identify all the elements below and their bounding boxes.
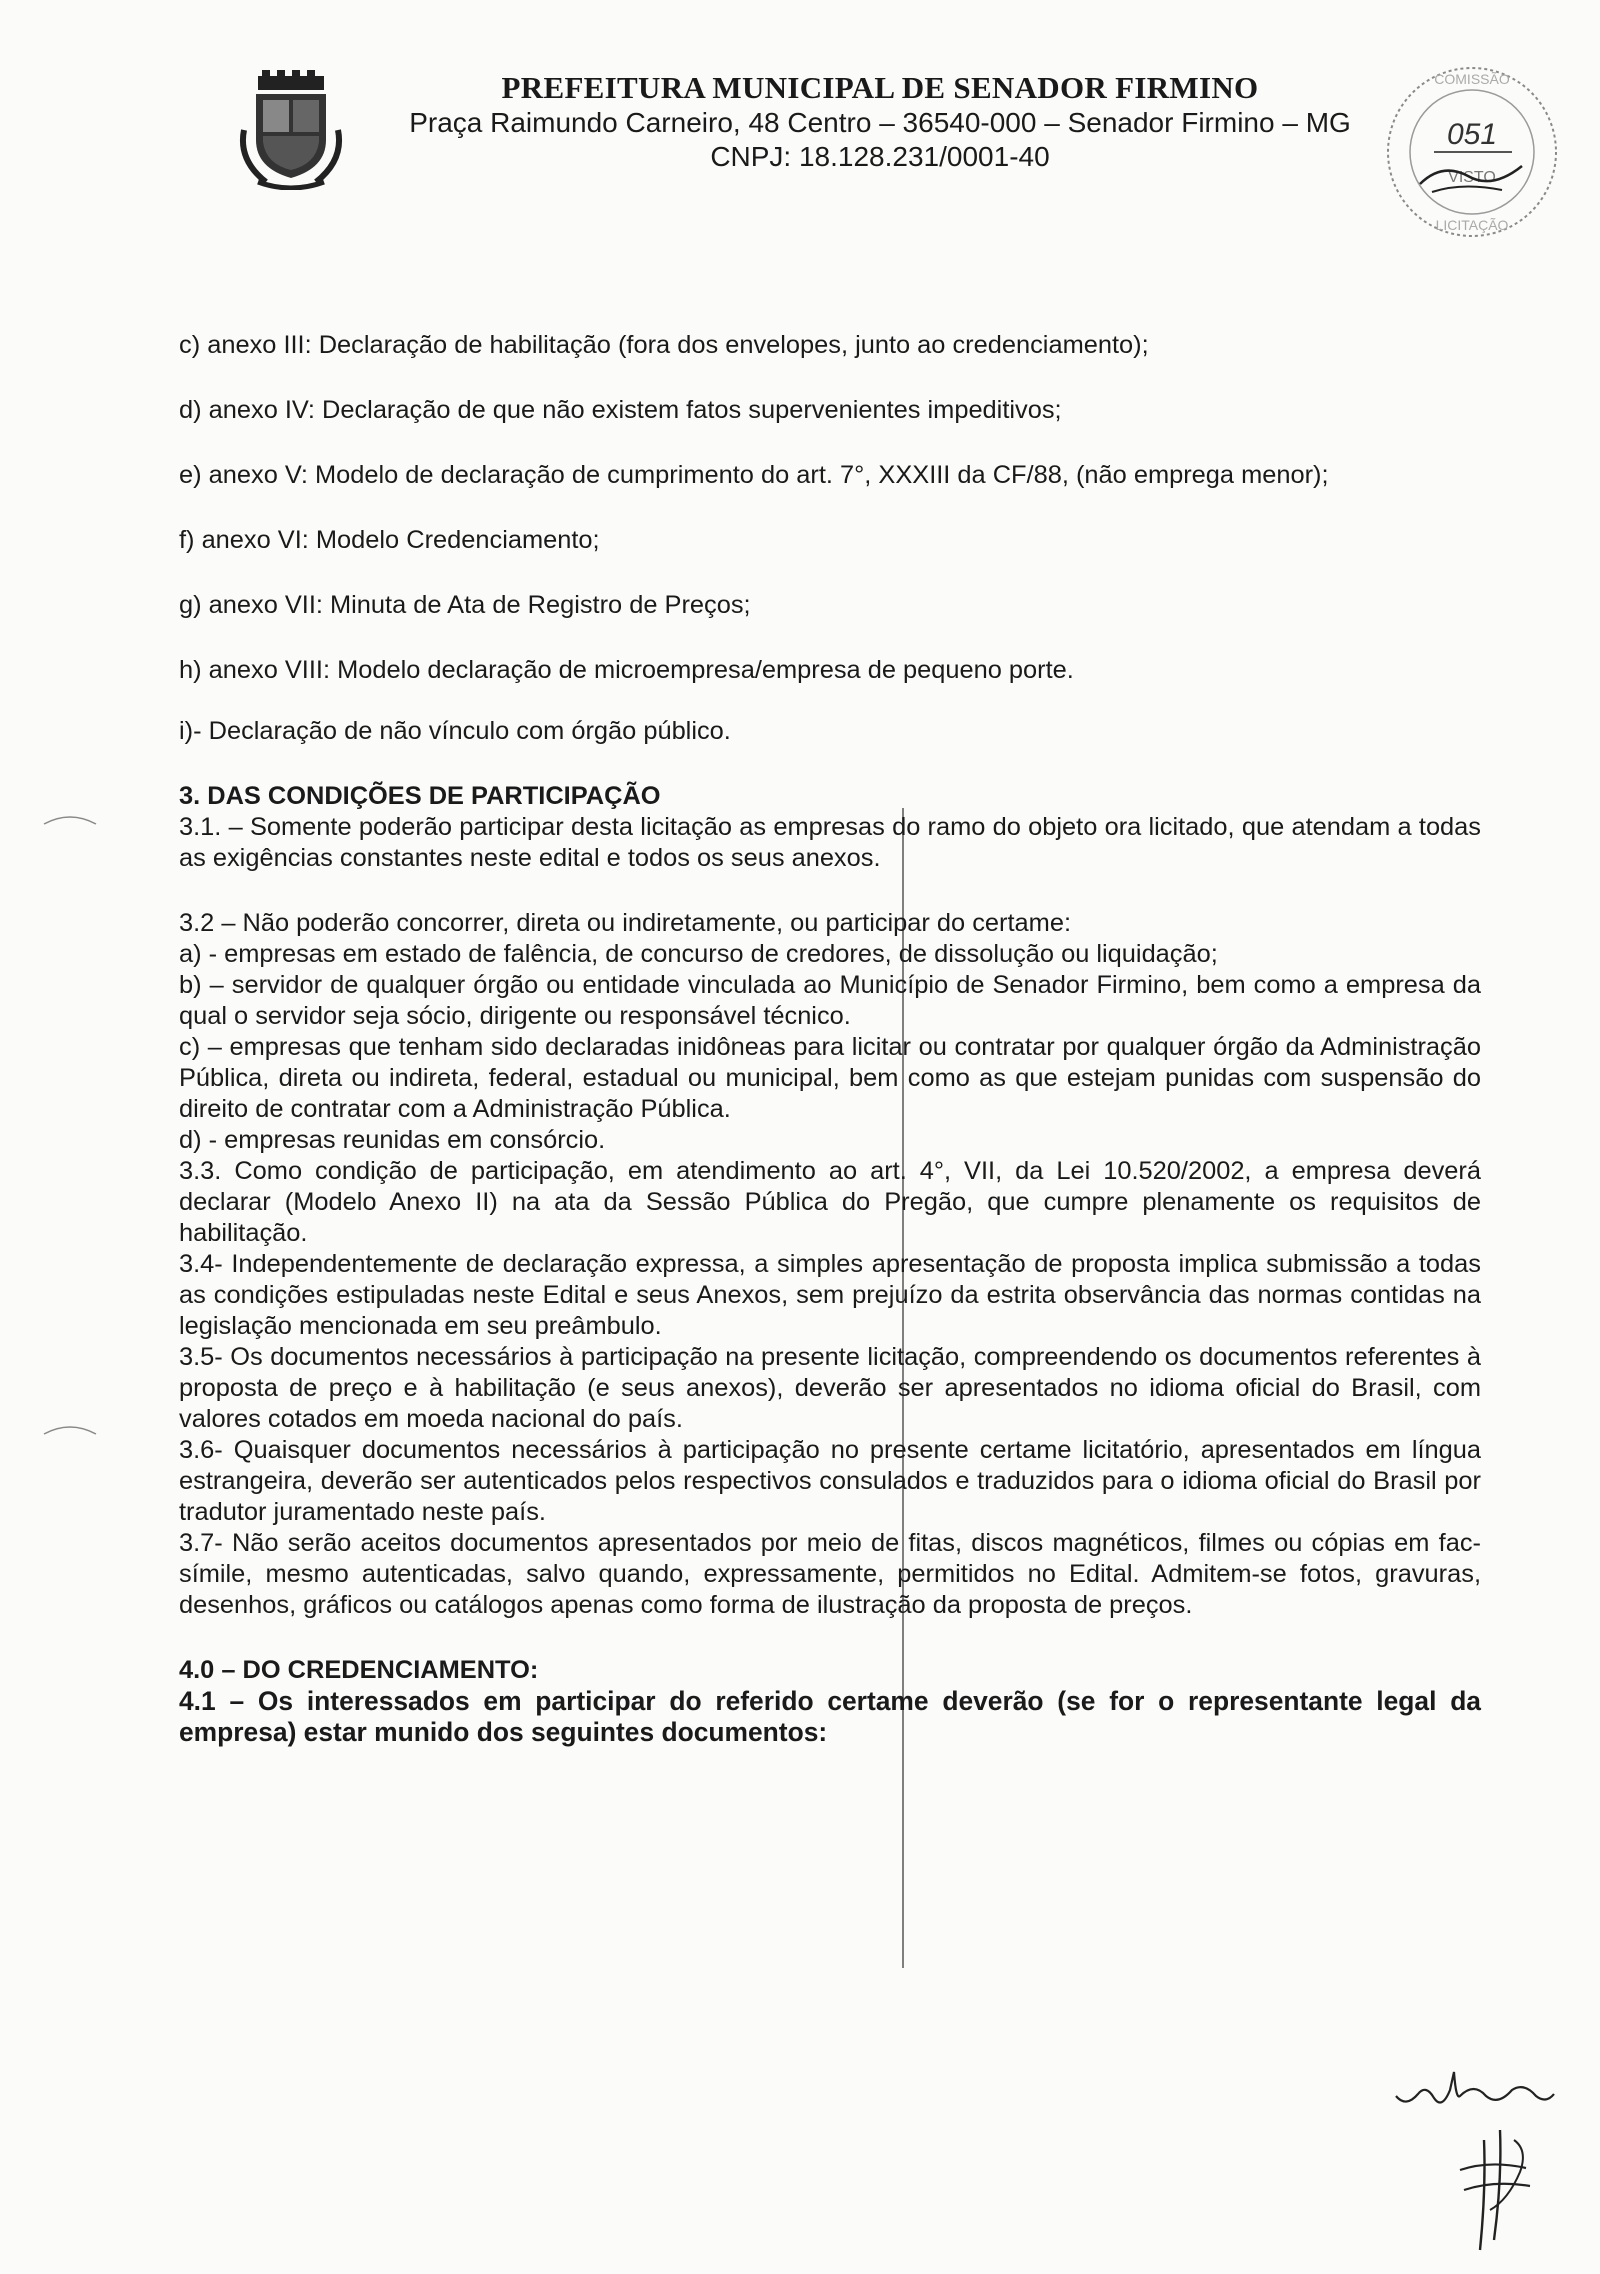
clause-3-6: 3.6- Quaisquer documentos necessários à participação no presente certame licitatório, apresentados em língua estrangeira, deverão ser autenticados pelos respectivos consulados e traduzidos para o idioma oficial do Brasil por tradutor juramentado neste país. (179, 1436, 1481, 1526)
clause-3-2-a: a) - empresas em estado de falência, de concurso de credores, de dissolução ou liquidação; (179, 940, 1218, 968)
annex-item: d) anexo IV: Declaração de que não existem fatos supervenientes impeditivos; (179, 396, 1062, 424)
clause-3-2-c: c) – empresas que tenham sido declaradas inidôneas para licitar ou contratar por qualquer órgão da Administração Pública, direta ou indireta, federal, estadual ou municipal, bem como as que estejam punidas com suspensão do direito de contratar com a Administração Pública. (179, 1033, 1481, 1123)
section-3-heading: 3. DAS CONDIÇÕES DE PARTICIPAÇÃO (179, 782, 661, 810)
clause-3-7: 3.7- Não serão aceitos documentos apresentados por meio de fitas, discos magnéticos, filmes ou cópias em fac-símile, mesmo autenticadas, salvo quando, expressamente, permitidos no Edital. Admitem-se fotos, gravuras, desenhos, gráficos ou catálogos apenas como forma de ilustração da proposta de preços. (179, 1529, 1481, 1619)
coat-of-arms-logo (236, 70, 346, 195)
annex-item: g) anexo VII: Minuta de Ata de Registro de Preços; (179, 591, 751, 619)
stamp-visto-label: VISTO (1448, 169, 1496, 186)
clause-3-4: 3.4- Independentemente de declaração expressa, a simples apresentação de proposta implica submissão a todas as condições estipuladas neste Edital e seus Anexos, sem prejuízo da estrita observância das normas contidas na legislação mencionada em seu preâmbulo. (179, 1250, 1481, 1340)
clause-3-5: 3.5- Os documentos necessários à participação na presente licitação, compreendendo os documentos referentes à proposta de preço e à habilitação (e seus anexos), deverão ser apresentados no idioma oficial do Brasil, com valores cotados em moeda nacional do país. (179, 1343, 1481, 1433)
annex-item: c) anexo III: Declaração de habilitação (fora dos envelopes, junto ao credenciamento); (179, 331, 1149, 359)
clause-3-2-b: b) – servidor de qualquer órgão ou entidade vinculada ao Município de Senador Firmino, bem como a empresa da qual o servidor seja sócio, dirigente ou responsável técnico. (179, 971, 1481, 1030)
commission-stamp (1372, 62, 1572, 247)
annex-item: i)- Declaração de não vínculo com órgão público. (179, 717, 731, 745)
margin-mark (40, 1418, 100, 1443)
municipality-cnpj: CNPJ: 18.128.231/0001-40 (710, 141, 1050, 172)
annex-item: e) anexo V: Modelo de declaração de cumprimento do art. 7°, XXXIII da CF/88, (não emprega menor); (179, 461, 1329, 489)
margin-mark (40, 808, 100, 833)
clause-4-1: 4.1 – Os interessados em participar do referido certame deverão (se for o representante legal da empresa) estar munido dos seguintes documentos: (179, 1686, 1481, 1747)
clause-3-2-intro: 3.2 – Não poderão concorrer, direta ou indiretamente, ou participar do certame: (179, 909, 1072, 937)
clause-3-2-d: d) - empresas reunidas em consórcio. (179, 1126, 606, 1154)
municipality-address: Praça Raimundo Carneiro, 48 Centro – 36540-000 – Senador Firmino – MG (409, 107, 1351, 138)
letterhead (380, 70, 1380, 174)
clause-3-1: 3.1. – Somente poderão participar desta licitação as empresas do ramo do objeto ora licitado, que atendam a todas as exigências constantes neste edital e todos os seus anexos. (179, 813, 1481, 872)
clause-3-2 (179, 908, 1481, 1156)
annex-item: f) anexo VI: Modelo Credenciamento; (179, 526, 600, 554)
municipality-title: PREFEITURA MUNICIPAL DE SENADOR FIRMINO (501, 70, 1259, 105)
clause-3-3: 3.3. Como condição de participação, em atendimento ao art. 4°, VII, da Lei 10.520/2002, a empresa deverá declarar (Modelo Anexo II) na ata da Sessão Pública do Pregão, que cumpre plenamente os requisitos de habilitação. (179, 1157, 1481, 1247)
document-body (179, 330, 1481, 1748)
svg-text:COMISSÃO: COMISSÃO (1434, 71, 1510, 87)
svg-text:LICITAÇÃO: LICITAÇÃO (1435, 217, 1509, 233)
handwritten-signature (1390, 2060, 1560, 2265)
stamp-page-number: 051 (1446, 118, 1498, 151)
annex-list (179, 330, 1481, 747)
section-4-heading: 4.0 – DO CREDENCIAMENTO: (179, 1656, 539, 1684)
annex-item: h) anexo VIII: Modelo declaração de microempresa/empresa de pequeno porte. (179, 656, 1074, 684)
